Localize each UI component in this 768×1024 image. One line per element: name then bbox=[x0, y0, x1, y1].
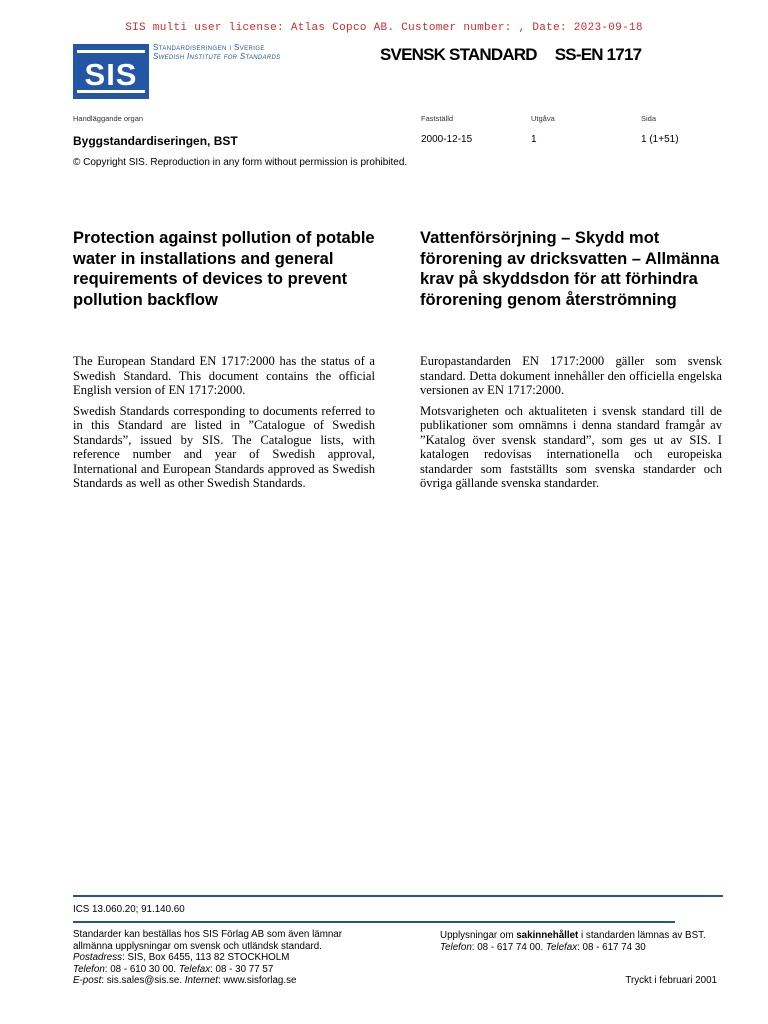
footer-ordering-info bbox=[73, 929, 413, 987]
license-banner: SIS multi user license: Atlas Copco AB. Customer number: , Date: 2023-09-18 bbox=[125, 22, 643, 34]
footer-ordering-line-2: allmänna upplysningar om svensk och utländsk standard. bbox=[73, 940, 322, 952]
edition-number: 1 bbox=[531, 134, 537, 145]
title-english: Protection against pollution of potable water in installations and general requirements of devices to prevent pollution backflow bbox=[73, 229, 375, 309]
swedish-paragraph-2: Motsvarigheten och aktualiteten i svensk standard till de publikationer som omnämns i denna standard framgår av ”Katalog över svensk standard”, som ges ut av SIS. I katalogen redovisas internationella och europeiska standarder som fastställts som svenska standarder och övriga gällande svenska standarder. bbox=[420, 403, 722, 490]
standard-heading bbox=[380, 45, 659, 65]
print-date: Tryckt i februari 2001 bbox=[625, 975, 717, 986]
swedish-paragraph-1: Europastandarden EN 1717:2000 gäller som svensk standard. Detta dokument innehåller den officiella engelska versionen av EN 1717:2000. bbox=[420, 354, 722, 397]
edition-label: Utgåva bbox=[531, 114, 555, 123]
standard-label: SVENSK STANDARD bbox=[380, 45, 537, 64]
org-name-swedish: Standardiseringen i Sverige bbox=[153, 43, 265, 52]
sis-logo-text: SIS bbox=[84, 57, 138, 92]
copyright-notice: © Copyright SIS. Reproduction in any form without permission is prohibited. bbox=[73, 157, 408, 168]
page-label: Sida bbox=[641, 114, 657, 123]
standard-number: SS-EN 1717 bbox=[554, 45, 642, 64]
established-date: 2000-12-15 bbox=[421, 134, 473, 145]
org-name-english: Swedish Institute for Standards bbox=[153, 52, 281, 61]
page-number: 1 (1+51) bbox=[641, 134, 679, 145]
footer-content-info bbox=[440, 930, 725, 953]
english-paragraph-2: Swedish Standards corresponding to documents referred to in this Standard are listed in ”Catalogue of Swedish Standards”, issued by SIS. The Catalogue lists, with reference number and year of Swedish approval, International and European Standards approved as Swedish Standards as well as other Swedish Standards. bbox=[73, 403, 375, 490]
english-text-column bbox=[73, 354, 375, 491]
footer-rule-top bbox=[73, 895, 723, 897]
footer-email-web: E-post: sis.sales@sis.se. Internet: www.sisforlag.se bbox=[73, 975, 297, 987]
handling-body-label: Handläggande organ bbox=[73, 114, 144, 123]
footer-content-line: Upplysningar om sakinnehållet i standarden lämnas av BST. bbox=[440, 930, 706, 941]
footer-postal-address: Postadress: SIS, Box 6455, 113 82 STOCKHOLM bbox=[73, 952, 290, 964]
footer-content-phone-fax: Telefon: 08 - 617 74 00. Telefax: 08 - 617 74 30 bbox=[440, 941, 646, 953]
footer-ordering-line-1: Standarder kan beställas hos SIS Förlag AB som även lämnar bbox=[73, 929, 343, 940]
footer-phone-fax: Telefon: 08 - 610 30 00. Telefax: 08 - 30 77 57 bbox=[73, 963, 274, 975]
ics-codes: ICS 13.060.20; 91.140.60 bbox=[73, 904, 185, 915]
sis-logo bbox=[73, 44, 149, 99]
swedish-text-column bbox=[420, 354, 722, 491]
sis-logo-graphic bbox=[73, 44, 149, 99]
established-label: Fastställd bbox=[421, 114, 454, 123]
title-swedish: Vattenförsörjning – Skydd mot förorening av dricksvatten – Allmänna krav på skyddsdon för att förhindra förorening genom återströmning bbox=[420, 229, 720, 309]
handling-body: Byggstandardiseringen, BST bbox=[73, 134, 238, 148]
english-paragraph-1: The European Standard EN 1717:2000 has the status of a Swedish Standard. This document contains the official English version of EN 1717:2000. bbox=[73, 354, 375, 397]
footer-rule-bottom bbox=[73, 921, 675, 923]
